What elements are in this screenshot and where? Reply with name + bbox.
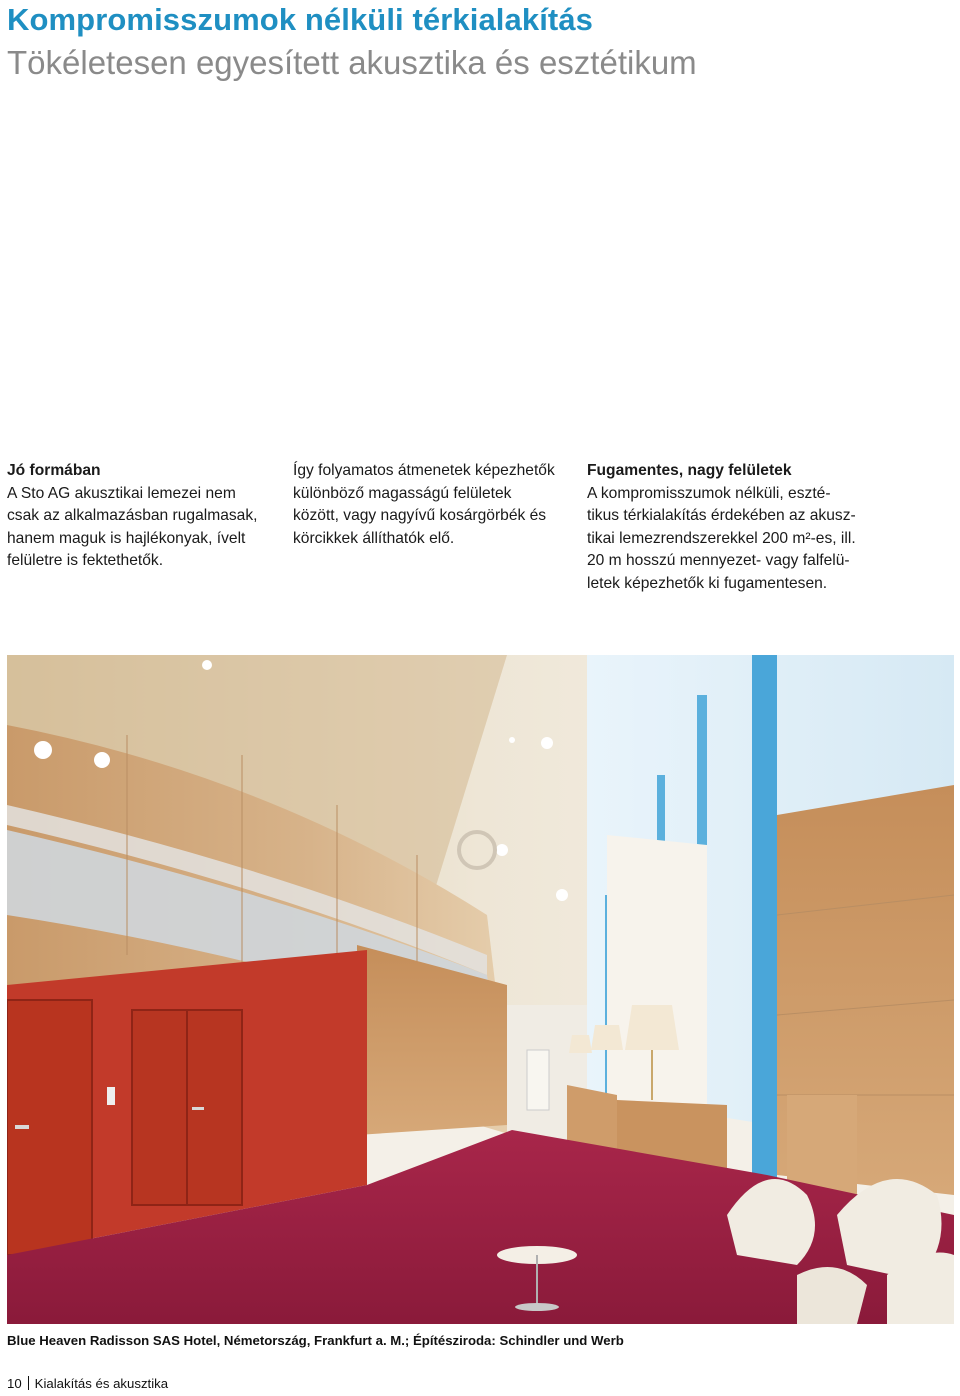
page-subtitle: Tökéletesen egyesített akusztika és esztétikum xyxy=(7,44,697,81)
text-line: 20 m hosszú mennyezet- vagy falfelü- xyxy=(587,552,850,569)
text-line: letek képezhetők ki fugamentesen. xyxy=(587,574,828,592)
page-number: 10 xyxy=(7,1376,22,1391)
page-footer xyxy=(7,1376,168,1391)
column-heading: Jó formában xyxy=(7,462,101,479)
footer-separator xyxy=(28,1376,29,1390)
text-line: A kompromisszumok nélküli, eszté- xyxy=(587,484,831,502)
text-column-1 xyxy=(7,460,277,573)
ceiling-light xyxy=(34,741,52,759)
text-column-3 xyxy=(587,460,887,595)
text-line: tikai lemezrendszerekkel 200 m²-es, ill. xyxy=(587,529,856,547)
text-line: felületre is fektethetők. xyxy=(7,552,164,569)
window-mullion xyxy=(752,655,777,1215)
photo-caption: Blue Heaven Radisson SAS Hotel, Németország, Frankfurt a. M.; Építésziroda: Schindler und Werb xyxy=(7,1333,624,1348)
text-line: hanem maguk is hajlékonyak, ívelt xyxy=(7,529,246,547)
text-line: különböző magasságú felületek xyxy=(293,484,512,502)
text-line: tikus térkialakítás érdekében az akusz- xyxy=(587,507,856,524)
text-line: csak az alkalmazásban rugalmasak, xyxy=(7,507,258,524)
page-title: Kompromisszumok nélküli térkialakítás xyxy=(7,2,594,37)
hotel-lobby-photo xyxy=(7,655,954,1324)
text-line: körcikkek állíthatók elő. xyxy=(293,529,455,547)
text-line: között, vagy nagyívű kosárgörbék és xyxy=(293,507,547,524)
text-line: Így folyamatos átmenetek képezhetők xyxy=(293,462,555,479)
curtain xyxy=(607,835,707,1125)
table-lamp xyxy=(625,1005,679,1050)
footer-section: Kialakítás és akusztika xyxy=(34,1376,169,1391)
column-heading: Fugamentes, nagy felületek xyxy=(587,462,792,479)
text-line: A Sto AG akusztikai lemezei nem xyxy=(7,484,236,502)
hotel-lobby-illustration xyxy=(7,655,954,1324)
text-column-2 xyxy=(293,460,573,550)
